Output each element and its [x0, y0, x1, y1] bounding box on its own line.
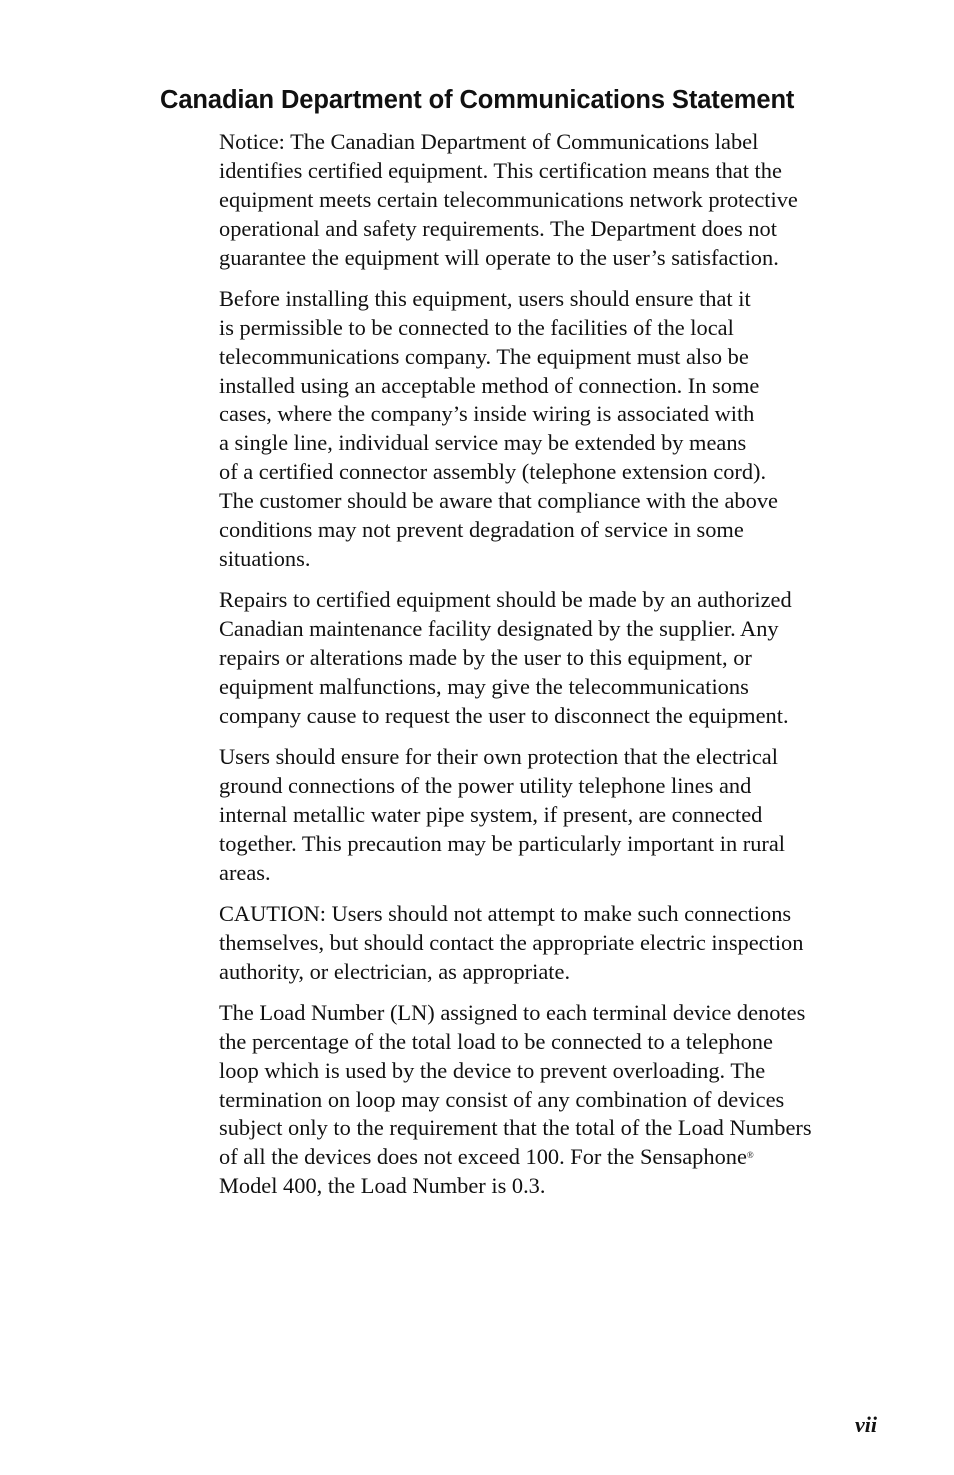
text-line: The customer should be aware that compliance with the above: [219, 488, 778, 514]
text-line-content: of all the devices does not exceed 100. For the Sensaphone: [219, 1144, 747, 1170]
text-line: identifies certified equipment. This certification means that the: [219, 157, 782, 183]
text-line: cases, where the company’s inside wiring is associated with: [219, 401, 755, 427]
text-line: The Load Number (LN) assigned to each terminal device denotes: [219, 999, 806, 1025]
text-line: subject only to the requirement that the total of the Load Numbers: [219, 1115, 812, 1141]
text-line: conditions may not prevent degradation of service in some: [219, 517, 744, 543]
section-heading: Canadian Department of Communications Statement: [160, 86, 795, 114]
text-line: situations.: [219, 545, 311, 571]
text-line: CAUTION: Users should not attempt to make such connections: [219, 900, 792, 926]
paragraph-before-installing: [219, 285, 879, 574]
text-line: equipment meets certain telecommunications network protective: [219, 186, 798, 212]
text-line: Canadian maintenance facility designated by the supplier. Any: [219, 616, 779, 642]
text-line: repairs or alterations made by the user to this equipment, or: [219, 645, 752, 670]
text-line: Notice: The Canadian Department of Communications label: [219, 129, 759, 154]
text-line: operational and safety requirements. The Department does not: [219, 215, 777, 241]
text-line: termination on loop may consist of any combination of devices: [219, 1086, 785, 1112]
text-line: ground connections of the power utility telephone lines and: [219, 772, 752, 798]
text-line: Repairs to certified equipment should be made by an authorized: [219, 587, 792, 613]
text-line: installed using an acceptable method of connection. In some: [219, 372, 760, 398]
registered-mark: ®: [746, 1150, 754, 1161]
text-line: equipment malfunctions, may give the telecommunications: [219, 673, 749, 699]
text-line: areas.: [219, 859, 271, 885]
body-text: [219, 128, 879, 1214]
paragraph-dept-notice: [219, 128, 879, 273]
paragraph-load-number: [219, 999, 879, 1201]
text-line: is permissible to be connected to the facilities of the local: [219, 314, 734, 340]
paragraph-ground-connections: [219, 743, 879, 888]
text-line: the percentage of the total load to be connected to a telephone: [219, 1028, 773, 1054]
text-line: guarantee the equipment will operate to the user’s satisfaction.: [219, 244, 779, 270]
text-line: Before installing this equipment, users should ensure that it: [219, 285, 751, 311]
page-number: vii: [855, 1412, 877, 1437]
text-line: internal metallic water pipe system, if present, are connected: [219, 801, 763, 827]
text-line: authority, or electrician, as appropriate.: [219, 958, 571, 984]
text-line: company cause to request the user to disconnect the equipment.: [219, 702, 789, 728]
text-line: [219, 1143, 879, 1172]
text-line: Model 400, the Load Number is 0.3.: [219, 1173, 546, 1199]
text-line: loop which is used by the device to prevent overloading. The: [219, 1057, 766, 1083]
text-line: a single line, individual service may be extended by means: [219, 430, 747, 456]
text-line: together. This precaution may be particularly important in rural: [219, 830, 786, 856]
text-line: Users should ensure for their own protection that the electrical: [219, 744, 778, 770]
text-line: of a certified connector assembly (telephone extension cord).: [219, 459, 767, 485]
text-line: themselves, but should contact the appropriate electric inspection: [219, 929, 804, 955]
paragraph-repairs: [219, 586, 879, 731]
text-line: telecommunications company. The equipment must also be: [219, 343, 749, 369]
paragraph-caution: [219, 900, 879, 987]
